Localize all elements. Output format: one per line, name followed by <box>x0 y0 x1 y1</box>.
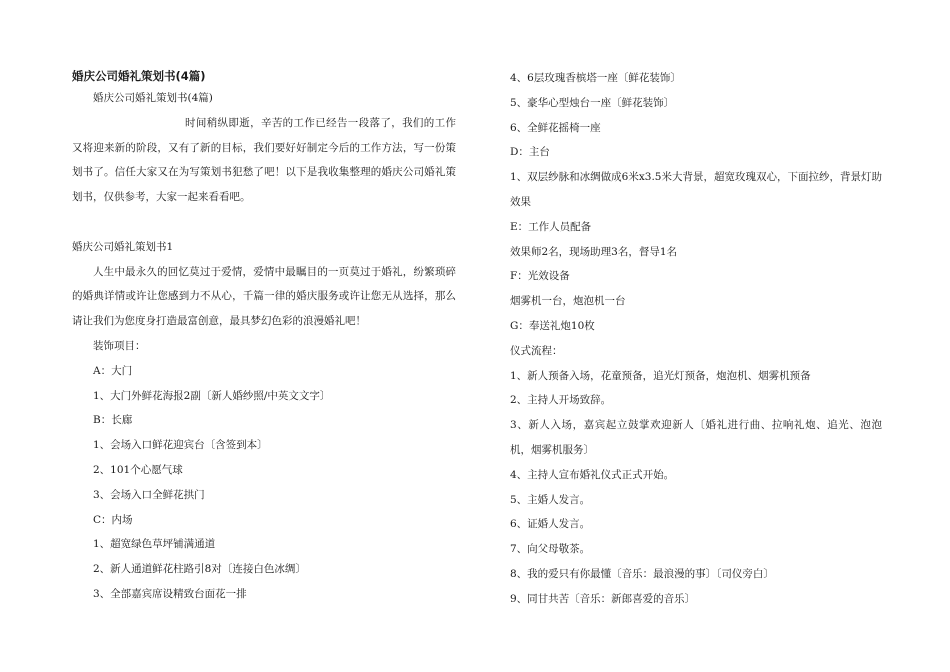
blank-line <box>72 210 456 235</box>
list-item: B：长廊 <box>93 414 133 427</box>
list-item: 5、主婚人发言。 <box>510 493 591 506</box>
list-item: 3、会场入口全鲜花拱门 <box>93 488 205 501</box>
list-item: E：工作人员配备 <box>510 220 592 233</box>
list-item: 2、新人通道鲜花柱路引8对〔连接白色冰绸〕 <box>93 563 306 576</box>
list-item: 2、主持人开场致辞。 <box>510 394 612 407</box>
list-item: 8、我的爱只有你最懂〔音乐：最浪漫的事〕〔司仪旁白〕 <box>510 567 774 580</box>
list-item: 4、6层玫瑰香槟塔一座〔鲜花装饰〕 <box>510 72 681 84</box>
list-item: D：主台 <box>510 146 550 159</box>
list-item: 效果师2名，现场助理3名，督导1名 <box>510 245 678 258</box>
list-item: 6、全鲜花摇椅一座 <box>510 121 601 134</box>
list-item: 6、证婚人发言。 <box>510 518 591 531</box>
list-item: 1、新人预备入场，花童预备，追光灯预备，炮泡机、烟雾机预备 <box>510 369 811 382</box>
list-item: 1、会场入口鲜花迎宾台〔含签到本〕 <box>93 439 268 452</box>
list-item: A：大门 <box>93 364 133 377</box>
list-item: F：光效设备 <box>510 270 570 283</box>
left-column <box>72 66 456 607</box>
list-item: 装饰项目： <box>93 339 146 352</box>
intro-paragraph: 时间稍纵即逝，辛苦的工作已经告一段落了，我们的工作又将迎来新的阶段，又有了新的目标，我们要好好制定今后的工作方法，写一份策划书了。信任大家又在为写策划书犯愁了吧！以下是我收集整理的婚庆公司婚礼策划书，仅供参考，大家一起来看看吧。 <box>72 116 456 204</box>
list-item: C：内场 <box>93 513 133 526</box>
list-item: 9、同甘共苦〔音乐：新郎喜爱的音乐〕 <box>510 592 696 605</box>
list-item: 仪式流程： <box>510 344 563 357</box>
enter-paragraph: 3、新人入场，嘉宾起立鼓掌欢迎新人〔婚礼进行曲、拉响礼炮、追光、泡泡机，烟雾机服务〕 <box>510 419 882 456</box>
list-item: 烟雾机一台，炮泡机一台 <box>510 295 626 308</box>
document-subtitle: 婚庆公司婚礼策划书(4篇) <box>93 92 213 104</box>
list-item: 3、全部嘉宾席设精致台面花一排 <box>93 587 247 600</box>
list-item: 1、超宽绿色草坪铺满通道 <box>93 538 216 551</box>
section-paragraph: 人生中最永久的回忆莫过于爱情，爱情中最瞩目的一页莫过于婚礼，纷繁琐碎的婚典详情或许让您感到力不从心，千篇一律的婚庆服务或许让您无从选择，那么请让我们为您度身打造最富创意，最具梦幻色彩的浪漫婚礼吧！ <box>72 265 456 328</box>
list-item: G：奉送礼炮10枚 <box>510 319 595 332</box>
right-column <box>510 66 882 612</box>
list-item: 7、向父母敬茶。 <box>510 543 591 556</box>
section-heading: 婚庆公司婚礼策划书1 <box>72 240 174 253</box>
list-item: 1、大门外鲜花海报2副〔新人婚纱照/中英文文字〕 <box>93 389 331 402</box>
stage-paragraph: 1、双层纱脉和冰绸做成6米x3.5米大背景，超宽玫瑰双心，下面拉纱，背景灯助效果 <box>510 171 882 208</box>
list-item: 2、101个心愿气球 <box>93 463 183 476</box>
list-item: 4、主持人宣布婚礼仪式正式开始。 <box>510 468 675 481</box>
list-item: 5、豪华心型烛台一座〔鲜花装饰〕 <box>510 96 675 109</box>
document-title: 婚庆公司婚礼策划书(4篇) <box>72 69 206 83</box>
